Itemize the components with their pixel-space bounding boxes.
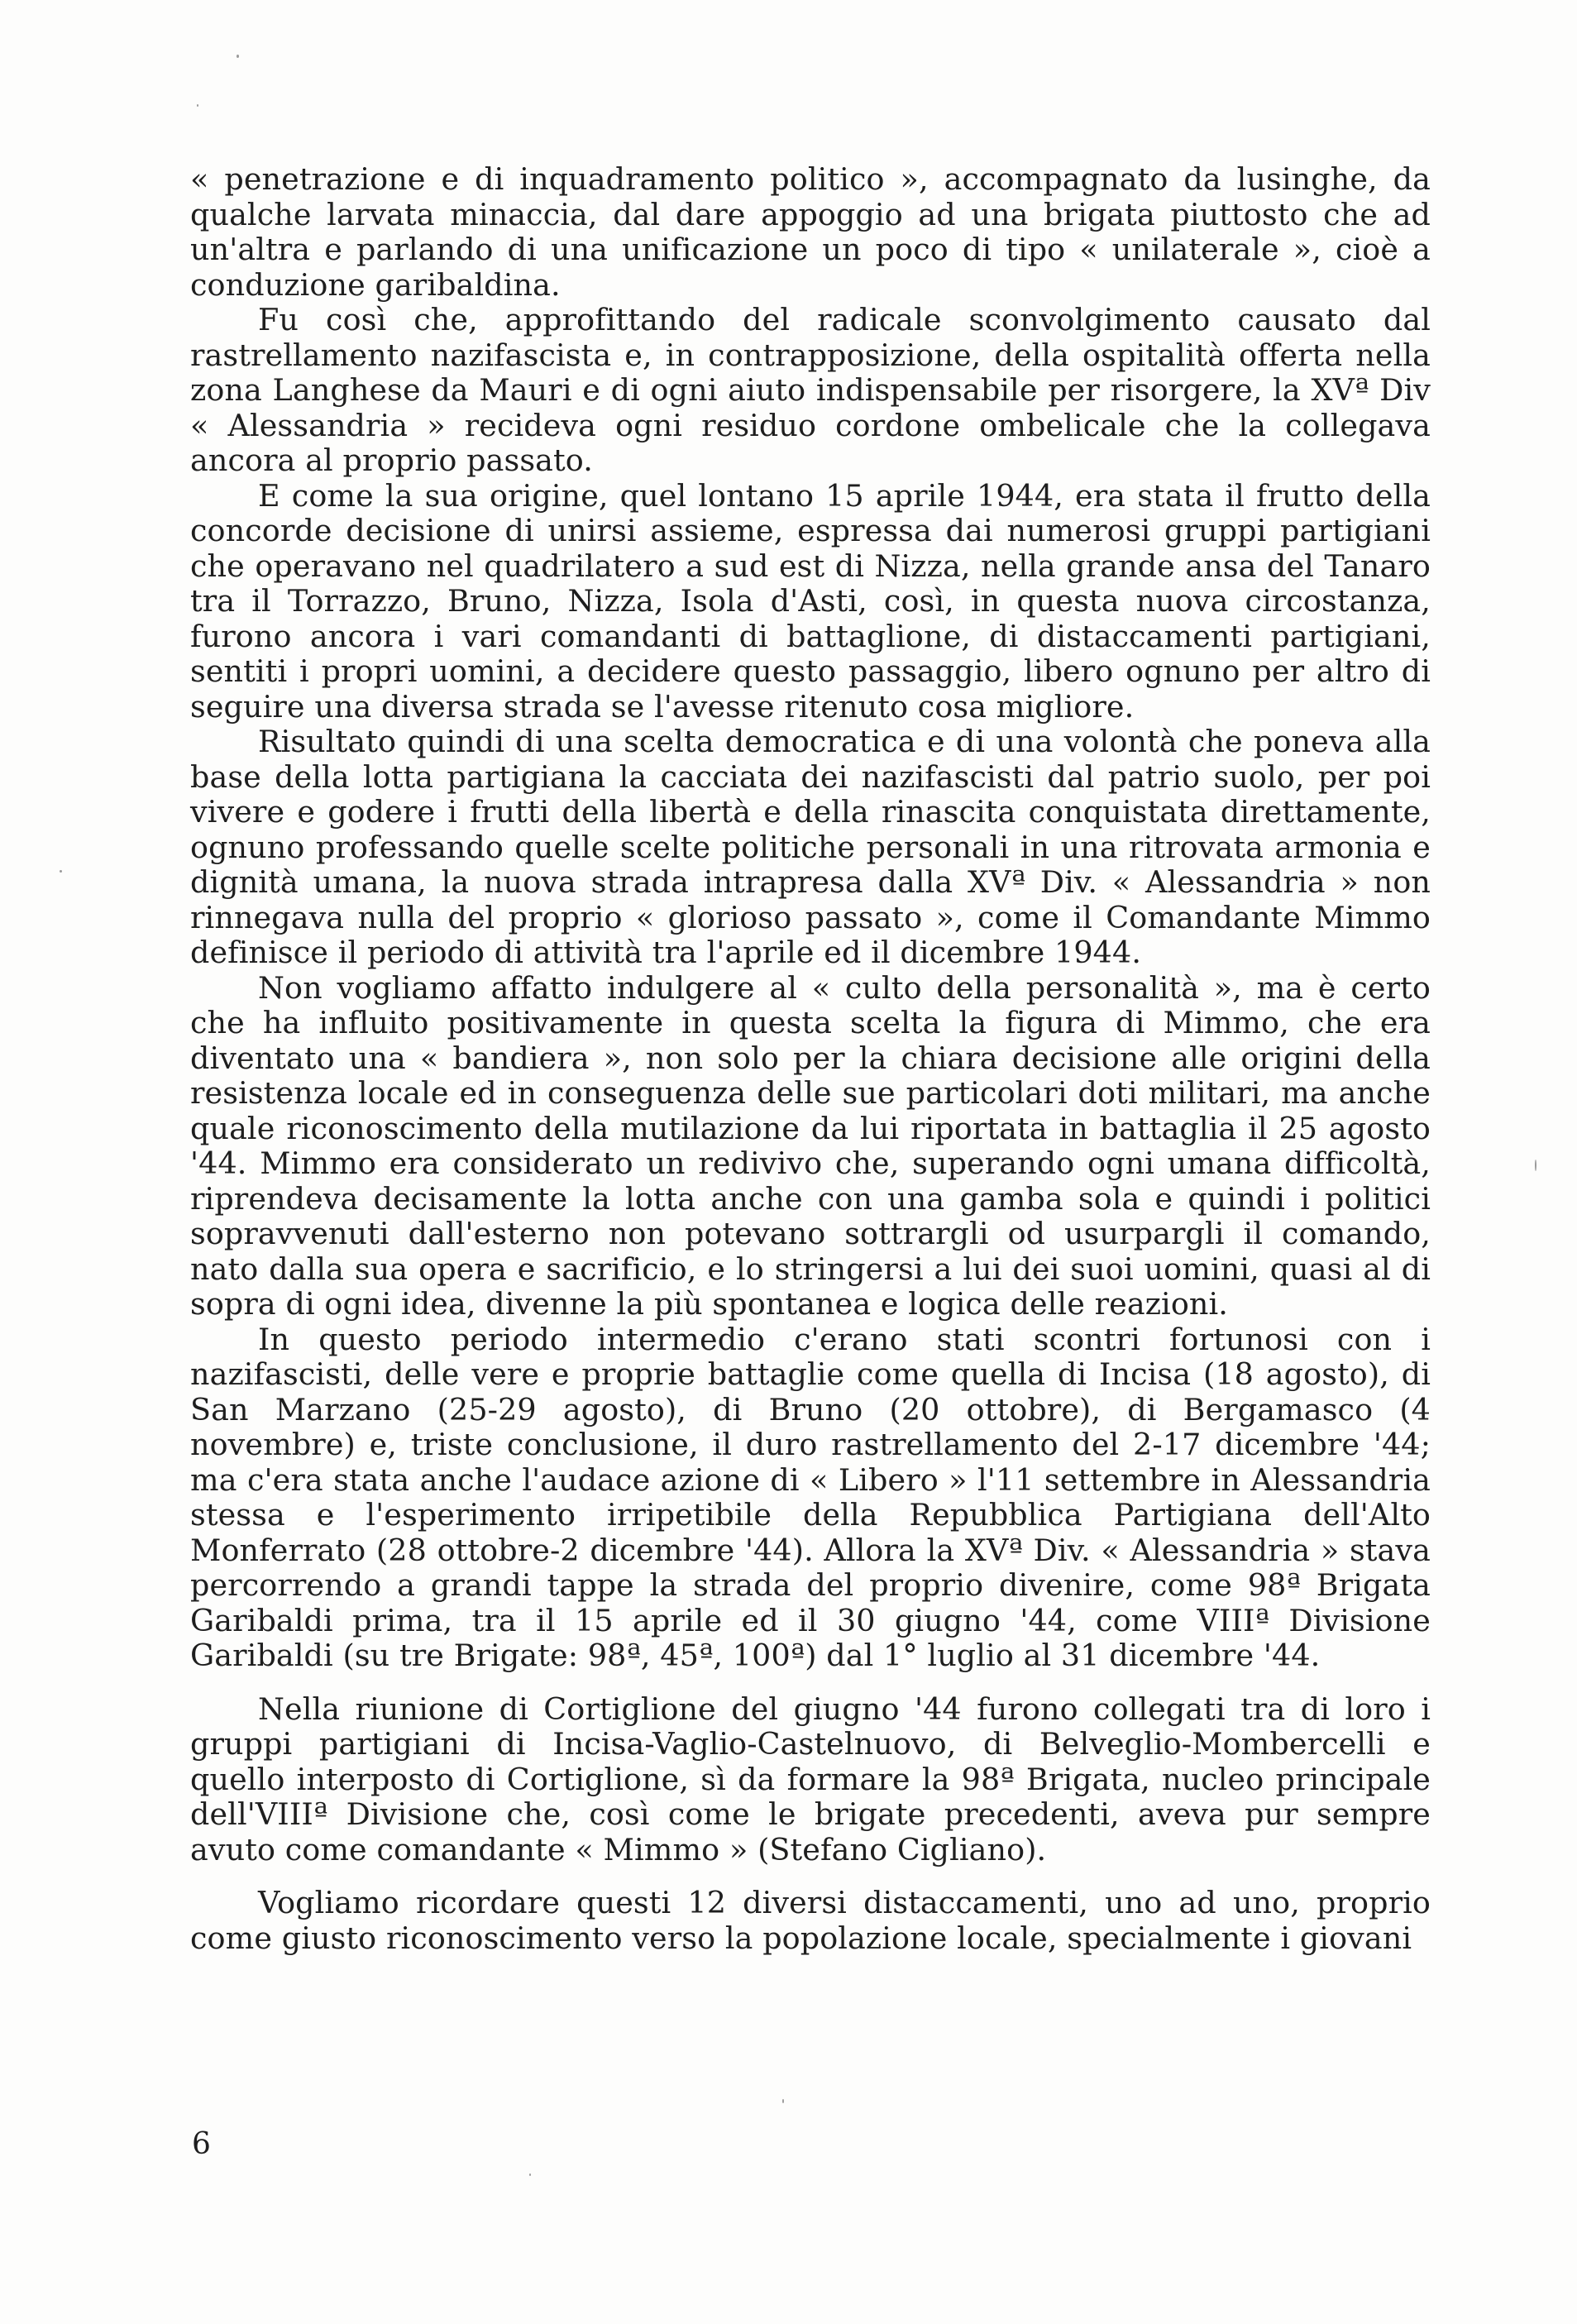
scan-speck: [237, 55, 239, 58]
scan-speck: [782, 2099, 784, 2103]
scan-speck: [197, 104, 198, 107]
paragraph-8: Vogliamo ricordare questi 12 diversi distaccamenti, uno ad uno, proprio come giusto riconoscimento verso la popolazione locale, specialmente i giovani: [190, 1885, 1431, 1956]
paragraph-3: E come la sua origine, quel lontano 15 aprile 1944, era stata il frutto della concorde decisione di unirsi assieme, espressa dai numerosi gruppi partigiani che operavano nel quadrilatero a sud est di Nizza, nella grande ansa del Tanaro tra il Torrazzo, Bruno, Nizza, Isola d'Asti, così, in questa nuova circostanza, furono ancora i vari comandanti di battaglione, di distaccamenti partigiani, sentiti i propri uomini, a decidere questo passaggio, libero ognuno per altro di seguire una diversa strada se l'avesse ritenuto cosa migliore.: [190, 477, 1431, 724]
page-number: 6: [192, 2127, 211, 2161]
scan-speck: [60, 870, 62, 873]
paragraph-2: Fu così che, approfittando del radicale sconvolgimento causato dal rastrellamento nazifascista e, in contrapposizione, della ospitalità offerta nella zona Langhese da Mauri e di ogni aiuto indispensabile per risorgere, la XVª Div « Alessandria » recideva ogni residuo cordone ombelicale che la collegava ancora al proprio passato.: [190, 302, 1431, 478]
paragraph-5: Non vogliamo affatto indulgere al « culto della personalità », ma è certo che ha influito positivamente in questa scelta la figura di Mimmo, che era diventato una « bandiera », non solo per la chiara decisione alle origini della resistenza locale ed in conseguenza delle sue particolari doti militari, ma anche quale riconoscimento della mutilazione da lui riportata in battaglia il 25 agosto '44. Mimmo era considerato un redivivo che, superando ogni umana difficoltà, riprendeva decisamente la lotta anche con una gamba sola e quindi i politici sopravvenuti dall'esterno non potevano sottrargli od usurpargli il comando, nato dalla sua opera e sacrificio, e lo stringersi a lui dei suoi uomini, quasi al di sopra di ogni idea, divenne la più spontanea e logica delle reazioni.: [190, 969, 1431, 1322]
paragraph-7: Nella riunione di Cortiglione del giugno '44 furono collegati tra di loro i gruppi partigiani di Incisa-Vaglio-Castelnuovo, di Belveglio-Mombercelli e quello interposto di Cortiglione, sì da formare la 98ª Brigata, nucleo principale dell'VIIIª Divisione che, così come le brigate precedenti, aveva pur sempre avuto come comandante « Mimmo » (Stefano Cigliano).: [190, 1690, 1431, 1867]
paragraph-1: « penetrazione e di inquadramento politico », accompagnato da lusinghe, da qualche larvata minaccia, dal dare appoggio ad una brigata piuttosto che ad un'altra e parlando di una unificazione un poco di tipo « unilaterale », cioè a conduzione garibaldina.: [190, 161, 1431, 303]
page-body: [190, 162, 1431, 1956]
scan-speck: [529, 2173, 531, 2176]
scan-speck: [1535, 1160, 1536, 1171]
paragraph-4: Risultato quindi di una scelta democratica e di una volontà che poneva alla base della lotta partigiana la cacciata dei nazifascisti dal patrio suolo, per poi vivere e godere i frutti della libertà e della rinascita conquistata direttamente, ognuno professando quelle scelte politiche personali in una ritrovata armonia e dignità umana, la nuova strada intrapresa dalla XVª Div. « Alessandria » non rinnegava nulla del proprio « glorioso passato », come il Comandante Mimmo definisce il periodo di attività tra l'aprile ed il dicembre 1944.: [190, 724, 1431, 970]
paragraph-6: In questo periodo intermedio c'erano stati scontri fortunosi con i nazifascisti, delle vere e proprie battaglie come quella di Incisa (18 agosto), di San Marzano (25-29 agosto), di Bruno (20 ottobre), di Bergamasco (4 novembre) e, triste conclusione, il duro rastrellamento del 2-17 dicembre '44; ma c'era stata anche l'audace azione di « Libero » l'11 settembre in Alessandria stessa e l'esperimento irripetibile della Repubblica Partigiana dell'Alto Monferrato (28 ottobre-2 dicembre '44). Allora la XVª Div. « Alessandria » stava percorrendo a grandi tappe la strada del proprio divenire, come 98ª Brigata Garibaldi prima, tra il 15 aprile ed il 30 giugno '44, come VIIIª Divisione Garibaldi (su tre Brigate: 98ª, 45ª, 100ª) dal 1° luglio al 31 dicembre '44.: [190, 1321, 1431, 1673]
